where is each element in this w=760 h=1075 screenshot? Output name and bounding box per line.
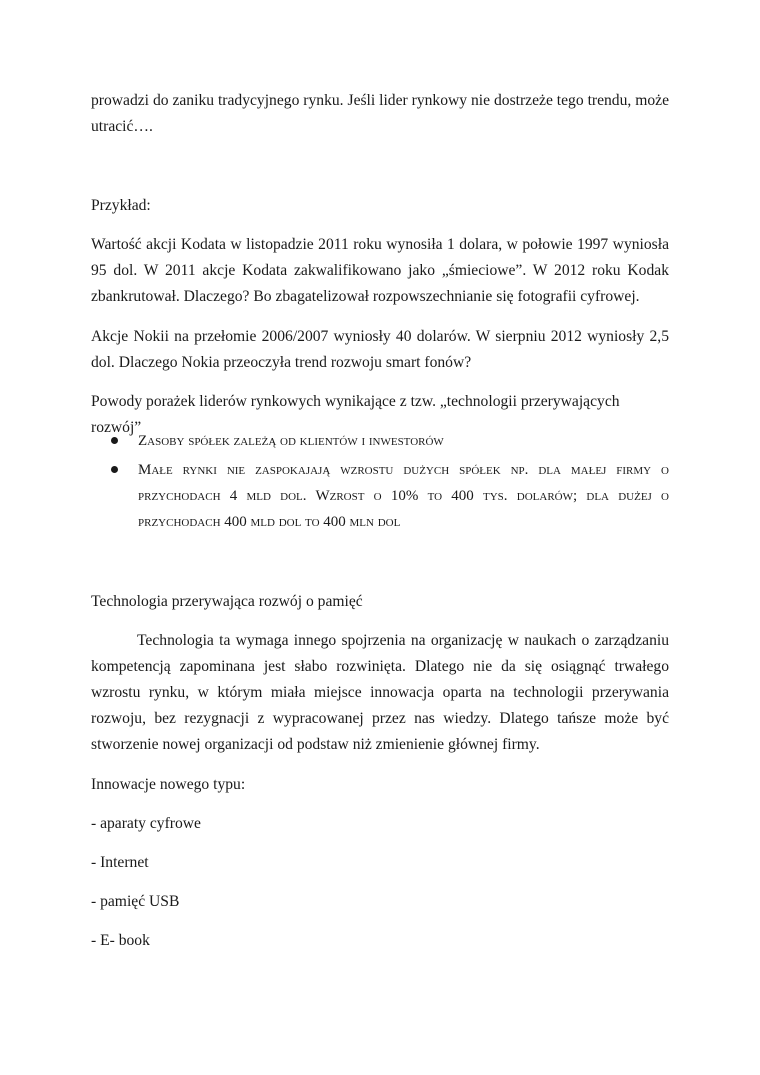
intro-paragraph: prowadzi do zaniku tradycyjnego rynku. Jeśli lider rynkowy nie dostrzeże tego trendu, może utracić…. [91,92,669,135]
bullet-item [91,428,669,454]
bullet-text: Zasoby spółek zależą od klientów i inwestorów [138,433,444,449]
bullet-icon [111,466,118,473]
innovation-item: - Internet [91,854,149,871]
innovation-item: - E- book [91,932,150,949]
bullet-icon [111,437,118,444]
section-body: Technologia ta wymaga innego spojrzenia na organizację w naukach o zarządzaniu kompetencją zapominana jest słabo rozwinięta. Dlatego nie da się osiągnąć trwałego wzrostu rynku, w którym miała miejsce innowacja oparta na technologii przerywania rozwoju, bez rezygnacji z wypracowanej przez nas wiedzy. Dlatego tańsze może być stworzenie nowej organizacji od podstaw niż zmienienie głównej firmy. [91,632,669,753]
kodak-paragraph: Wartość akcji Kodata w listopadzie 2011 roku wynosiła 1 dolara, w połowie 1997 wyniosła 95 dol. W 2011 akcje Kodata zakwalifikowano jako „śmieciowe”. W 2012 roku Kodak zbankrutował. Dlaczego? Bo zbagatelizował rozpowszechnianie się fotografii cyfrowej. [91,236,669,305]
nokia-paragraph: Akcje Nokii na przełomie 2006/2007 wyniosły 40 dolarów. W sierpniu 2012 wyniosły 2,5 dol. Dlaczego Nokia przeoczyła trend rozwoju smart fonów? [91,328,669,371]
bullet-item [91,457,669,535]
section-heading: Technologia przerywająca rozwój o pamięć [91,593,363,610]
innovation-item: - aparaty cyfrowe [91,815,201,832]
innovation-item: - pamięć USB [91,893,180,910]
example-heading: Przykład: [91,197,151,214]
innovations-heading: Innowacje nowego typu: [91,776,246,793]
reasons-paragraph: Powody porażek liderów rynkowych wynikające z tzw. „technologii przerywających rozwój” [91,393,620,436]
reasons-bullet-list [91,428,669,538]
bullet-text: Małe rynki nie zaspokajają wzrostu dużych spółek np. dla małej firmy o przychodach 4 mld dol. Wzrost o 10% to 400 tys. dolarów; dla dużej o przychodach 400 mld dol to 400 mln dol [138,462,669,530]
